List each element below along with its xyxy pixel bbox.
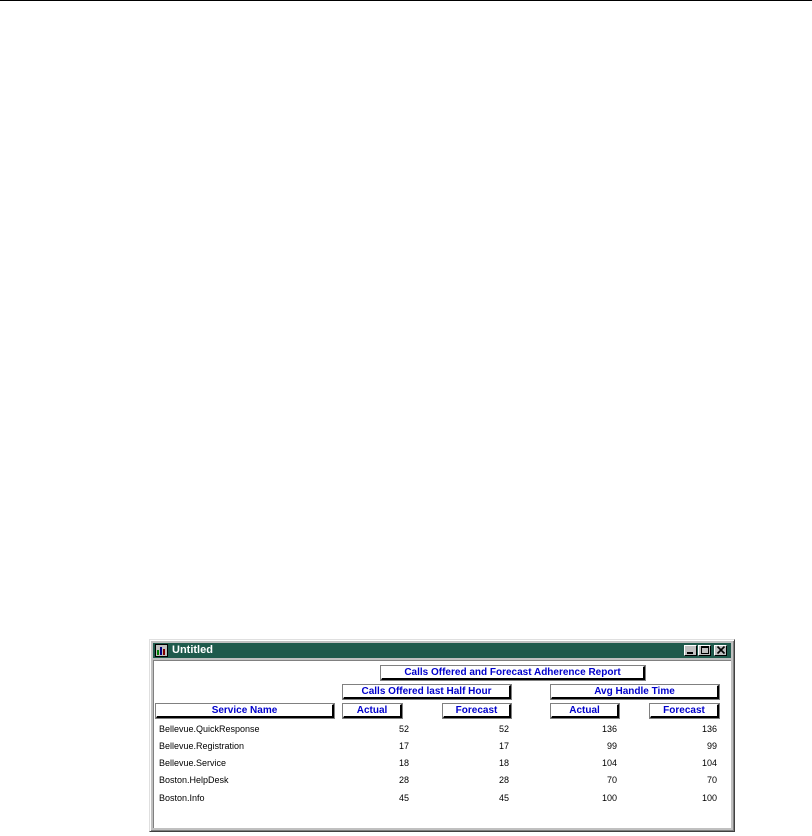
report-window[interactable]: [149, 639, 735, 832]
aht-forecast-cell: 99: [706, 741, 717, 751]
maximize-icon: [700, 646, 710, 655]
calls-offered-group-header: Calls Offered last Half Hour: [343, 685, 511, 699]
calls-actual-cell: 45: [398, 793, 409, 803]
aht-forecast-cell: 104: [701, 758, 717, 768]
aht-actual-column-header: Actual: [551, 704, 619, 718]
aht-actual-cell: 100: [601, 793, 617, 803]
aht-actual-cell: 70: [606, 775, 617, 785]
report-title: Calls Offered and Forecast Adherence Report: [381, 666, 645, 680]
calls-forecast-cell: 17: [498, 741, 509, 751]
service-name-cell: Boston.Info: [159, 793, 205, 803]
top-rule: [0, 0, 812, 1]
minimize-icon: [686, 646, 696, 655]
report-app-icon[interactable]: [155, 644, 168, 657]
service-name-cell: Bellevue.Service: [159, 758, 227, 768]
window-title: Untitled: [172, 644, 213, 656]
close-icon: [716, 646, 726, 655]
calls-forecast-cell: 52: [498, 724, 509, 734]
aht-forecast-column-header: Forecast: [650, 704, 719, 718]
close-button[interactable]: [714, 645, 727, 656]
service-name-column-header: Service Name: [156, 704, 334, 718]
aht-actual-cell: 99: [606, 741, 617, 751]
minimize-button[interactable]: [684, 645, 697, 656]
calls-forecast-cell: 28: [498, 775, 509, 785]
calls-actual-cell: 18: [398, 758, 409, 768]
calls-actual-cell: 17: [398, 741, 409, 751]
service-name-cell: Bellevue.Registration: [159, 741, 245, 751]
calls-forecast-cell: 18: [498, 758, 509, 768]
calls-actual-cell: 52: [398, 724, 409, 734]
avg-handle-time-group-header: Avg Handle Time: [551, 685, 719, 699]
service-name-cell: Boston.HelpDesk: [159, 775, 229, 785]
calls-forecast-cell: 45: [498, 793, 509, 803]
aht-forecast-cell: 136: [701, 724, 717, 734]
aht-actual-cell: 136: [601, 724, 617, 734]
service-name-cell: Bellevue.QuickResponse: [159, 724, 260, 734]
maximize-button[interactable]: [698, 645, 711, 656]
calls-forecast-column-header: Forecast: [443, 704, 511, 718]
report-client-area: [153, 660, 731, 828]
title-bar[interactable]: [153, 643, 731, 658]
aht-forecast-cell: 70: [706, 775, 717, 785]
aht-actual-cell: 104: [601, 758, 617, 768]
calls-actual-cell: 28: [398, 775, 409, 785]
aht-forecast-cell: 100: [701, 793, 717, 803]
calls-actual-column-header: Actual: [343, 704, 402, 718]
